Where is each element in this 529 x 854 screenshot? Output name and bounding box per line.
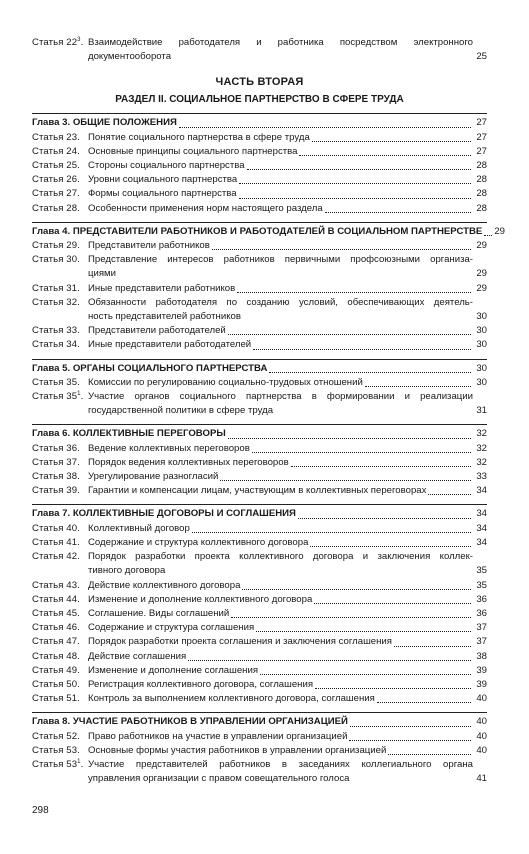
article-title: Коллективный договор (88, 522, 190, 534)
page-ref: 40 (476, 744, 487, 756)
leader-dots (484, 235, 492, 236)
toc-entry[interactable] (32, 173, 487, 187)
toc-entry[interactable] (32, 376, 487, 390)
chapter-block (32, 504, 487, 706)
toc-entry[interactable] (32, 678, 487, 692)
toc-entry[interactable] (32, 296, 487, 324)
leader-dots (239, 198, 471, 199)
toc-entry[interactable] (32, 635, 487, 649)
article-label: Статья 41. (32, 536, 80, 548)
page-ref: 40 (476, 716, 487, 728)
article-title-continuation: циями (88, 268, 117, 280)
page-ref: 39 (476, 678, 487, 690)
toc-entry[interactable] (32, 758, 487, 786)
article-title: Право работников на участие в управлении организацией (88, 730, 348, 742)
page-ref: 37 (476, 622, 487, 634)
article-label: Статья 40. (32, 522, 80, 534)
toc-entry[interactable] (32, 456, 487, 470)
chapter-heading[interactable] (32, 715, 487, 729)
leader-dots (252, 452, 471, 453)
page-ref: 29 (476, 268, 487, 280)
article-label: Статья 44. (32, 593, 80, 605)
page-ref: 36 (476, 593, 487, 605)
leader-dots (260, 674, 471, 675)
article-label: Статья 45. (32, 607, 80, 619)
leader-dots (239, 183, 471, 184)
leader-dots (350, 726, 471, 727)
page-ref: 29 (476, 240, 487, 252)
article-label: Статья 48. (32, 650, 80, 662)
article-title: Комиссии по регулированию социально-трудовых отношений (88, 376, 363, 388)
leader-dots (220, 480, 471, 481)
article-title: Порядок ведения коллективных переговоров (88, 456, 289, 468)
page-ref: 30 (476, 325, 487, 337)
article-label: Статья 50. (32, 678, 80, 690)
page-number: 298 (32, 805, 49, 816)
page-ref: 36 (476, 607, 487, 619)
page-ref: 34 (476, 508, 487, 520)
article-title: Порядок разработки проекта коллективного договора и заключения коллек- (88, 551, 473, 563)
page-ref: 34 (476, 536, 487, 548)
article-title: Иные представители работодателей (88, 339, 252, 351)
article-title: Стороны социального партнерства (88, 160, 245, 172)
page-ref: 29 (476, 282, 487, 294)
toc-entry[interactable] (32, 131, 487, 145)
toc-entry[interactable] (32, 692, 487, 706)
article-title: Содержание и структура коллективного договора (88, 536, 309, 548)
page-ref: 27 (476, 131, 487, 143)
toc-entry[interactable] (32, 338, 487, 352)
page-ref: 28 (476, 202, 487, 214)
article-label: Статья 34. (32, 339, 80, 351)
article-label: Статья 39. (32, 485, 80, 497)
chapter-heading[interactable] (32, 427, 487, 441)
chapter-heading[interactable] (32, 116, 487, 130)
article-label: Статья 23. (32, 131, 80, 143)
page-ref: 27 (476, 145, 487, 157)
article-title: Соглашение. Виды соглашений (88, 607, 230, 619)
toc-entry[interactable] (32, 442, 487, 456)
article-title: Представители работодателей (88, 325, 226, 337)
toc-entry[interactable] (32, 253, 487, 281)
leader-dots (365, 386, 471, 387)
chapter-heading[interactable] (32, 225, 505, 239)
page-ref: 38 (476, 650, 487, 662)
article-title-continuation: тивного договора (88, 565, 166, 577)
toc-entry-article-22-3[interactable] (32, 36, 487, 64)
page-ref: 39 (476, 664, 487, 676)
leader-dots (312, 141, 471, 142)
toc-entry[interactable] (32, 470, 487, 484)
leader-dots (228, 438, 471, 439)
toc-entry[interactable] (32, 282, 487, 296)
article-title: Участие органов социального партнерства в формировании и реализации (88, 391, 473, 403)
leader-dots (298, 518, 471, 519)
leader-dots (388, 754, 471, 755)
article-label: Статья 35. (32, 376, 80, 388)
article-title-line1: Взаимодействие работодателя и работника посредством электронного (88, 37, 473, 48)
article-label: Статья $22^3$. (32, 36, 84, 48)
toc-entry[interactable] (32, 593, 487, 607)
page-ref: 28 (476, 174, 487, 186)
article-label: Статья 38. (32, 471, 80, 483)
chapter-block (32, 113, 487, 215)
article-label: Статья 25. (32, 160, 80, 172)
chapter-block (32, 359, 487, 419)
article-title: Особенности применения норм настоящего раздела (88, 202, 323, 214)
toc-entry[interactable] (32, 145, 487, 159)
chapter-title: Глава 4. ПРЕДСТАВИТЕЛИ РАБОТНИКОВ И РАБОТОДАТЕЛЕЙ В СОЦИАЛЬНОМ ПАРТНЕРСТВЕ (32, 225, 483, 237)
chapter-title: Глава 5. ОРГАНЫ СОЦИАЛЬНОГО ПАРТНЕРСТВА (32, 362, 268, 374)
article-label: Статья 36. (32, 442, 80, 454)
toc-entry[interactable] (32, 607, 487, 621)
leader-dots (377, 702, 471, 703)
article-label: Статья 47. (32, 636, 80, 648)
toc-entry[interactable] (32, 390, 487, 418)
article-title: Представление интересов работников первичными профсоюзными организа- (88, 254, 473, 266)
article-title: Формы социального партнерства (88, 188, 237, 200)
page-ref: 32 (476, 442, 487, 454)
leader-dots (394, 646, 471, 647)
page-ref: 31 (476, 405, 487, 417)
chapter-block (32, 424, 487, 498)
page-ref: 30 (476, 339, 487, 351)
toc-entry[interactable] (32, 550, 487, 578)
toc-entry[interactable] (32, 730, 487, 744)
article-title: Основные формы участия работников в управлении организацией (88, 744, 387, 756)
leader-dots (428, 494, 471, 495)
article-title: Уровни социального партнерства (88, 174, 238, 186)
article-label: Статья 24. (32, 145, 80, 157)
leader-dots (299, 155, 471, 156)
article-title: Обязанности работодателя по созданию условий, обеспечивающих деятель- (88, 296, 473, 308)
chapter-title: Глава 3. ОБЩИЕ ПОЛОЖЕНИЯ (32, 117, 177, 129)
toc-entry[interactable] (32, 664, 487, 678)
article-title: Гарантии и компенсации лицам, участвующим в коллективных переговорах (88, 485, 427, 497)
table-of-contents (32, 36, 505, 786)
leader-dots (269, 372, 471, 373)
article-title: Понятие социального партнерства в сфере труда (88, 131, 310, 143)
article-label: Статья 53. (32, 744, 80, 756)
page-ref: 28 (476, 160, 487, 172)
toc-entry[interactable] (32, 239, 487, 253)
article-label: Статья 52. (32, 730, 80, 742)
page-ref: 32 (476, 428, 487, 440)
page-ref: 33 (476, 471, 487, 483)
article-title: Иные представители работников (88, 282, 236, 294)
article-title: Изменение и дополнение коллективного договора (88, 593, 313, 605)
article-title: Контроль за выполнением коллективного договора, соглашения (88, 693, 375, 705)
page-ref: 35 (476, 579, 487, 591)
toc-entry[interactable] (32, 536, 487, 550)
leader-dots (314, 603, 471, 604)
page-ref: 40 (476, 730, 487, 742)
article-title-continuation: управления организации с правом совещательного голоса (88, 773, 350, 785)
page-ref: 28 (476, 188, 487, 200)
article-label: Статья 32. (32, 296, 80, 308)
page-ref: 25 (476, 51, 487, 63)
chapter-title: Глава 6. КОЛЛЕКТИВНЫЕ ПЕРЕГОВОРЫ (32, 428, 226, 440)
leader-dots (231, 617, 471, 618)
article-title: Порядок разработки проекта соглашения и заключения соглашения (88, 636, 392, 648)
article-label: Статья 29. (32, 240, 80, 252)
toc-entry[interactable] (32, 522, 487, 536)
leader-dots (179, 127, 471, 128)
page-ref: 30 (476, 362, 487, 374)
article-label: Статья 28. (32, 202, 80, 214)
article-title: Действие коллективного договора (88, 579, 241, 591)
page-ref: 29 (494, 225, 505, 237)
article-label: Статья 51. (32, 693, 80, 705)
page-ref: 30 (476, 311, 487, 323)
leader-dots (192, 532, 471, 533)
part-title: ЧАСТЬ ВТОРАЯ (215, 76, 304, 89)
page-ref: 41 (476, 773, 487, 785)
article-title: Действие соглашения (88, 650, 187, 662)
toc-entry[interactable] (32, 650, 487, 664)
article-title-continuation: государственной политики в сфере труда (88, 405, 274, 417)
article-label: Статья 42. (32, 551, 80, 563)
article-label: Статья 46. (32, 622, 80, 634)
article-title: Участие представителей работников в заседаниях коллегиального органа (88, 758, 473, 770)
page-ref: 30 (476, 376, 487, 388)
chapter-heading[interactable] (32, 362, 487, 376)
page-ref: 35 (476, 565, 487, 577)
toc-entry[interactable] (32, 484, 487, 498)
page-ref: 27 (476, 117, 487, 129)
article-title: Основные принципы социального партнерства (88, 145, 298, 157)
leader-dots (315, 688, 471, 689)
article-title: Урегулирование разногласий (88, 471, 219, 483)
article-label: Статья 37. (32, 456, 80, 468)
page-ref: 34 (476, 485, 487, 497)
leader-dots (325, 212, 471, 213)
article-title-continuation: ность представителей работников (88, 311, 241, 323)
article-label: Статья $53^1$. (32, 758, 84, 770)
leader-dots (247, 169, 471, 170)
article-title: Изменение и дополнение соглашения (88, 664, 259, 676)
chapter-title: Глава 8. УЧАСТИЕ РАБОТНИКОВ В УПРАВЛЕНИИ ОРГАНИЗАЦИЕЙ (32, 716, 348, 728)
article-label: Статья 27. (32, 188, 80, 200)
toc-entry[interactable] (32, 324, 487, 338)
article-label: Статья 30. (32, 254, 80, 266)
chapter-title: Глава 7. КОЛЛЕКТИВНЫЕ ДОГОВОРЫ И СОГЛАШЕНИЯ (32, 508, 296, 520)
toc-entry[interactable] (32, 621, 487, 635)
leader-dots (242, 589, 471, 590)
chapter-block (32, 222, 505, 353)
leader-dots (310, 546, 471, 547)
page-ref: 40 (476, 693, 487, 705)
article-title: Регистрация коллективного договора, соглашения (88, 678, 314, 690)
toc-entry[interactable] (32, 202, 487, 216)
toc-entry[interactable] (32, 579, 487, 593)
leader-dots (256, 631, 471, 632)
leader-dots (291, 466, 471, 467)
article-label: Статья 26. (32, 174, 80, 186)
page-ref: 34 (476, 522, 487, 534)
article-label: Статья $35^1$. (32, 390, 84, 403)
toc-entry[interactable] (32, 187, 487, 201)
toc-entry[interactable] (32, 159, 487, 173)
leader-dots (228, 334, 471, 335)
leader-dots (212, 249, 471, 250)
chapters-list (32, 113, 505, 786)
article-title: Ведение коллективных переговоров (88, 442, 250, 454)
toc-entry[interactable] (32, 744, 487, 758)
article-label: Статья 31. (32, 282, 80, 294)
leader-dots (253, 349, 471, 350)
article-title: Представители работников (88, 240, 210, 252)
leader-dots (188, 660, 471, 661)
chapter-block (32, 712, 487, 786)
page-ref: 37 (476, 636, 487, 648)
chapter-heading[interactable] (32, 507, 487, 521)
section-title: РАЗДЕЛ II. СОЦИАЛЬНОЕ ПАРТНЕРСТВО В СФЕРЕ ТРУДА (115, 94, 404, 106)
leader-dots (349, 740, 471, 741)
article-title-line2: документооборота (88, 51, 172, 63)
article-label: Статья 33. (32, 325, 80, 337)
article-title: Содержание и структура соглашения (88, 622, 255, 634)
leader-dots (237, 292, 471, 293)
page-ref: 32 (476, 456, 487, 468)
article-label: Статья 49. (32, 664, 80, 676)
article-label: Статья 43. (32, 579, 80, 591)
